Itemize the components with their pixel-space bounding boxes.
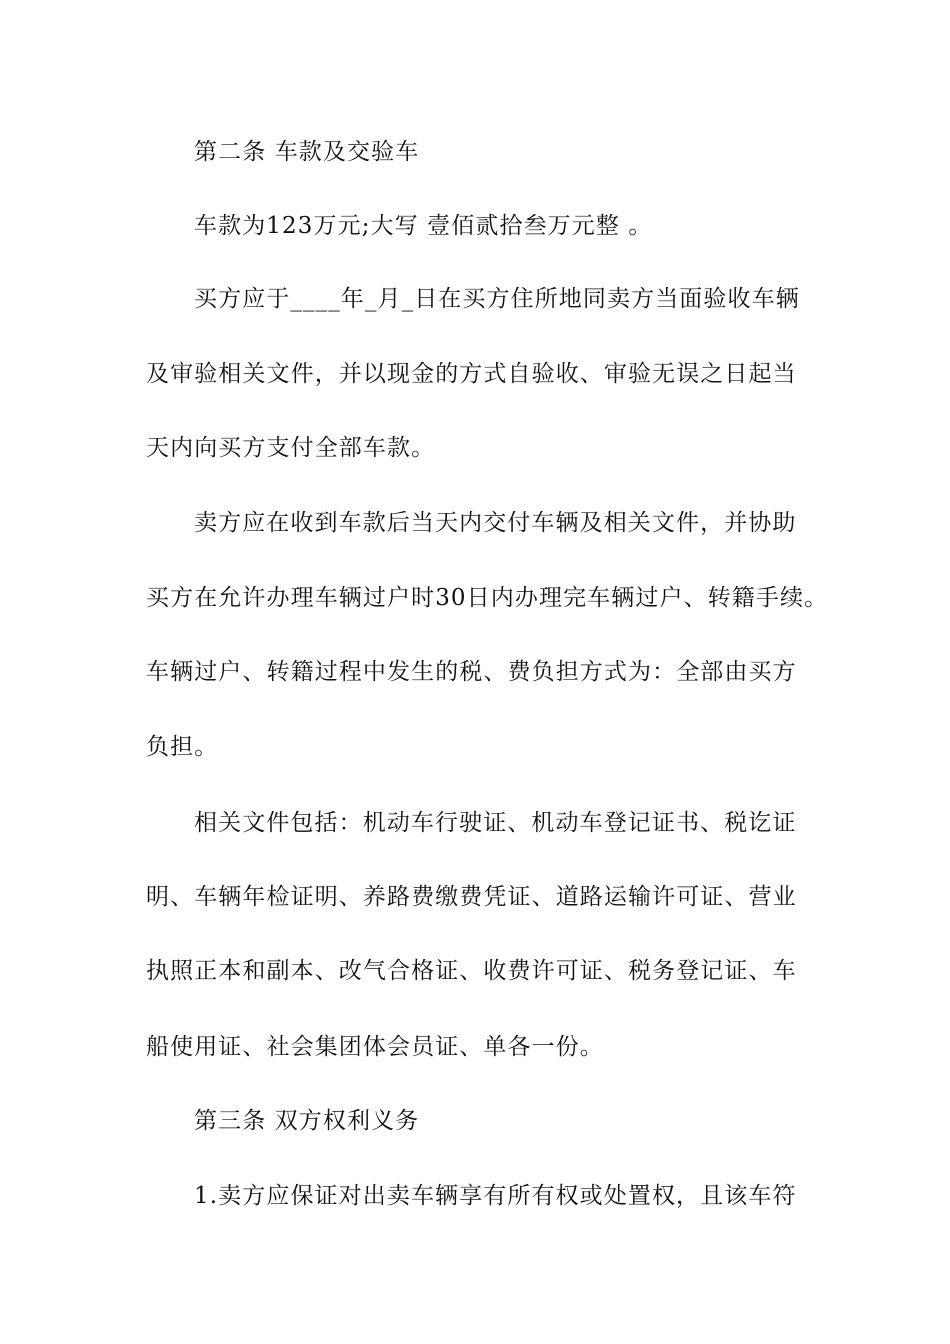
paragraph-line: 天内向买方支付全部车款。: [146, 435, 436, 461]
paragraph-line: 车款为123万元;大写 壹佰贰拾叁万元整 。: [194, 213, 653, 239]
paragraph-line: 卖方应在收到车款后当天内交付车辆及相关文件，并协助: [194, 510, 797, 536]
paragraph-line: 负担。: [146, 734, 219, 760]
paragraph-line: 相关文件包括：机动车行驶证、机动车登记证书、税讫证: [194, 810, 797, 836]
paragraph-line: 及审验相关文件，并以现金的方式自验收、审验无误之日起当: [146, 361, 797, 387]
paragraph-line: 买方应于____年_月_日在买方住所地同卖方当面验收车辆: [194, 286, 800, 312]
paragraph-line: 船使用证、社会集团体会员证、单各一份。: [146, 1034, 604, 1060]
section-heading-article-2: 第二条 车款及交验车: [194, 139, 420, 165]
section-heading-article-3: 第三条 双方权利义务: [194, 1108, 420, 1134]
paragraph-line: 明、车辆年检证明、养路费缴费凭证、道路运输许可证、营业: [146, 884, 797, 910]
paragraph-line: 1.卖方应保证对出卖车辆享有所有权或处置权，且该车符: [194, 1183, 797, 1209]
paragraph-line: 执照正本和副本、改气合格证、收费许可证、税务登记证、车: [146, 958, 797, 984]
paragraph-line: 车辆过户、转籍过程中发生的税、费负担方式为：全部由买方: [146, 659, 797, 685]
paragraph-line: 买方在允许办理车辆过户时30日内办理完车辆过户、转籍手续。: [146, 585, 829, 611]
